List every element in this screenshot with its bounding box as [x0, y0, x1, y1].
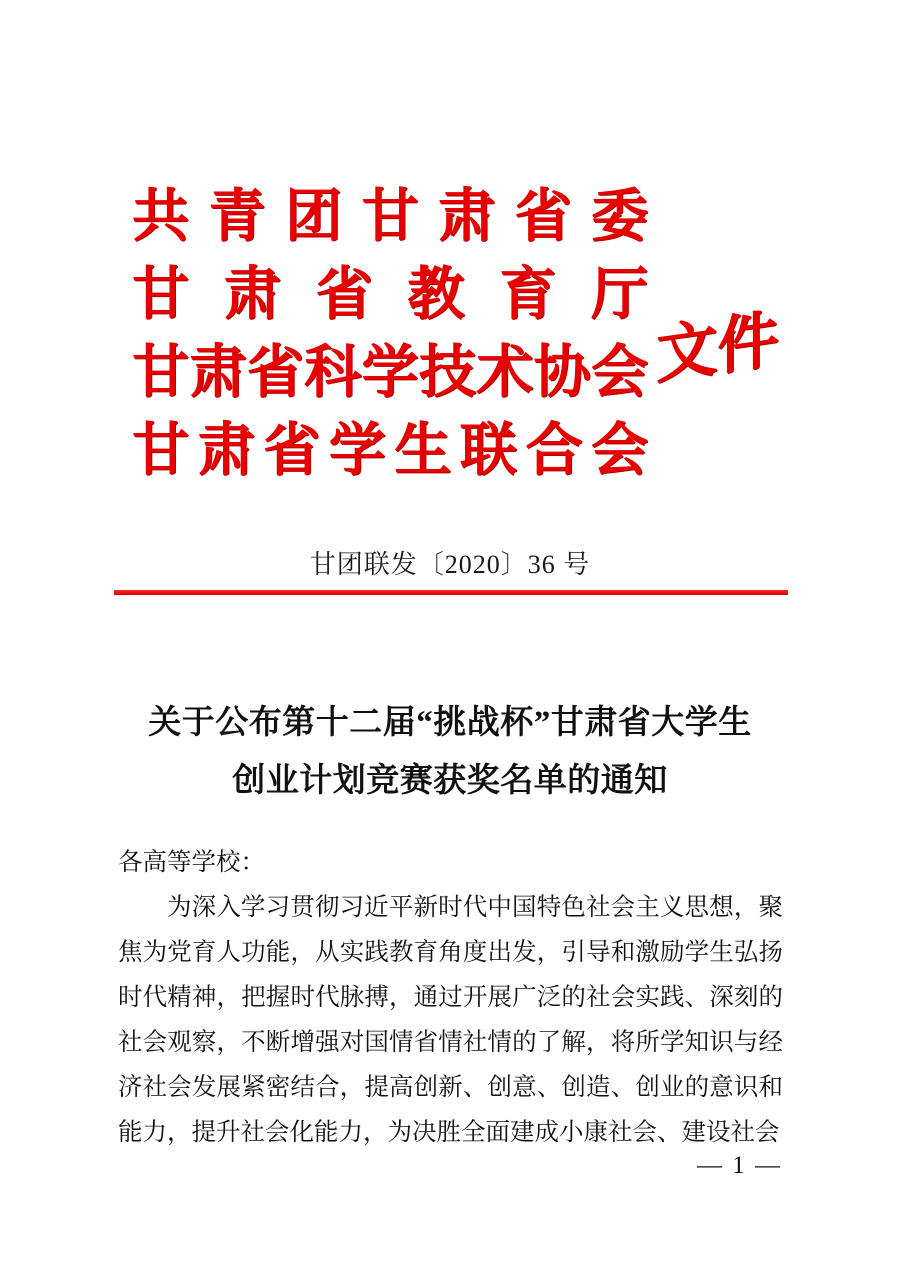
letterhead-issuing-orgs [132, 172, 648, 484]
red-separator-line [114, 590, 788, 595]
document-title-line: 关于公布第十二届“挑战杯”甘肃省大学生 [148, 705, 752, 741]
body-paragraph: 为深入学习贯彻习近平新时代中国特色社会主义思想，聚焦为党育人功能，从实践教育角度出发，引导和激励学生弘扬时代精神，把握时代脉搏，通过开展广泛的社会实践、深刻的社会观察，不断增强对国情省情社情的了解，将所学知识与经济社会发展紧密结合，提高创新、创意、创造、创业的意识和能力，提升社会化能力，为决胜全面建成小康社会、建设社会 [118, 894, 783, 1146]
page-number: — 1 — [697, 1152, 782, 1179]
document-type-label: 文件 [656, 305, 779, 392]
org-name-line: 甘 肃 省 学 生 联 合 会 [132, 419, 648, 482]
document-title-line: 创业计划竞赛获奖名单的通知 [232, 763, 668, 799]
document-title [0, 694, 900, 810]
org-name-line: 甘 肃 省 教 育 厅 [132, 263, 648, 326]
document-reference-number: 甘团联发〔2020〕36 号 [309, 550, 591, 579]
org-name-line: 甘 肃 省 科 学 技 术 协 会 [132, 341, 648, 404]
org-name-line: 共 青 团 甘 肃 省 委 [132, 185, 648, 248]
document-body [118, 840, 783, 1155]
salutation: 各高等学校： [118, 849, 265, 876]
